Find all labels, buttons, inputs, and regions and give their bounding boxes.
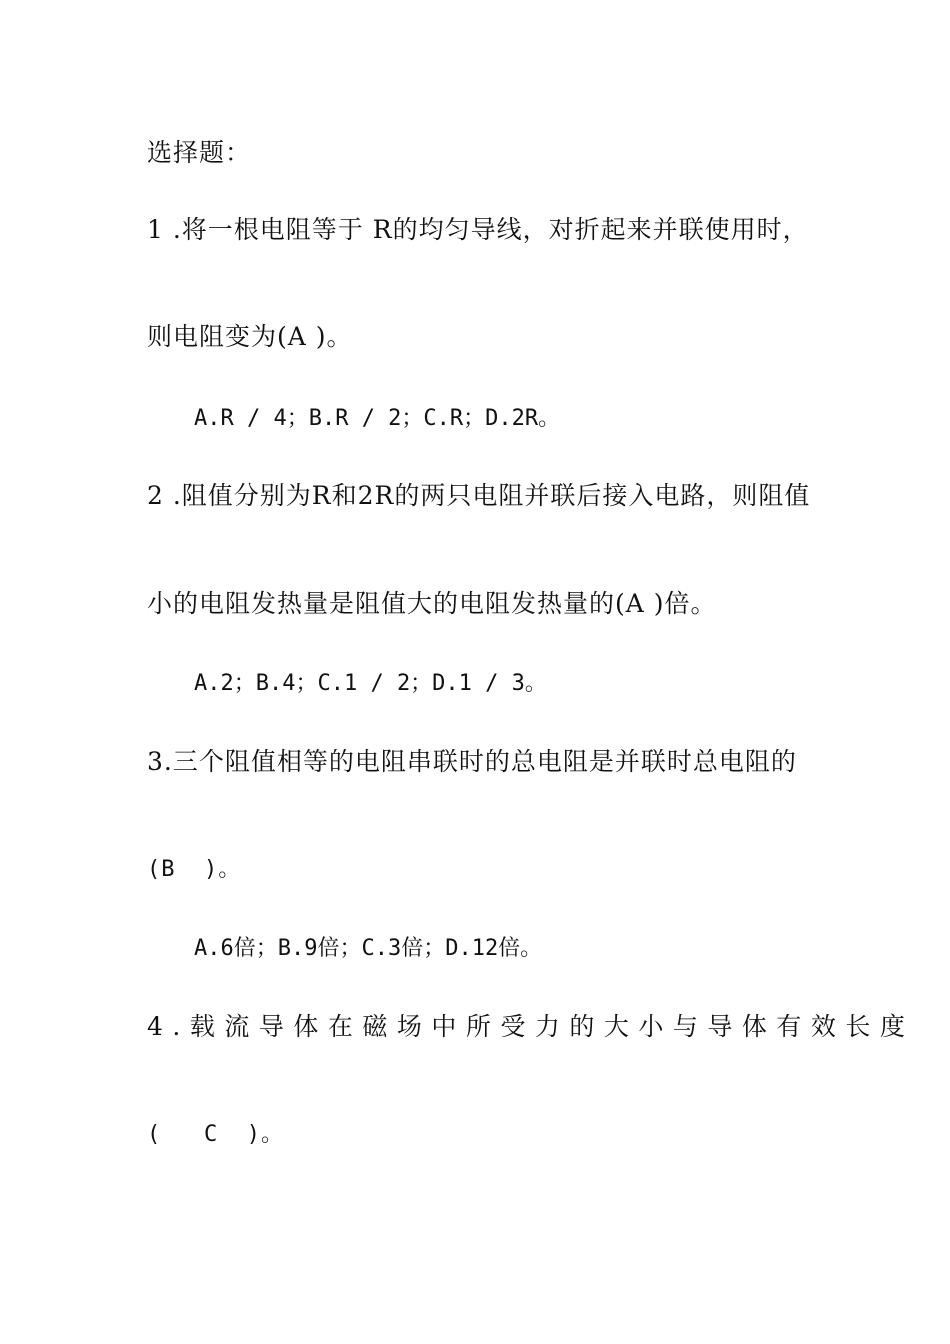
question-2-options: A.2；B.4；C.1 / 2；D.1 / 3。 [194,671,547,696]
question-2-line-1: 2 .阻值分别为R和2R的两只电阻并联后接入电路，则阻值 [147,481,811,510]
question-2-line-2: 小的电阻发热量是阻值大的电阻发热量的(A )倍。 [147,589,717,618]
question-4-line-2: ( C )。 [147,1122,284,1147]
question-1-line-1: 1 .将一根电阻等于 R的均匀导线，对折起来并联使用时， [147,215,809,244]
question-4-line-1: 4.载流导体在磁场中所受力的大小与导体有效长度 [147,1012,915,1041]
question-3-line-2: (B )。 [147,857,242,882]
question-3-options: A.6倍；B.9倍；C.3倍；D.12倍。 [194,936,543,961]
question-3-line-1: 3.三个阻值相等的电阻串联时的总电阻是并联时总电阻的 [147,747,797,776]
section-heading: 选择题： [147,138,252,167]
question-1-options: A.R / 4；B.R / 2；C.R；D.2R。 [194,406,561,431]
question-1-line-2: 则电阻变为(A )。 [147,322,353,351]
